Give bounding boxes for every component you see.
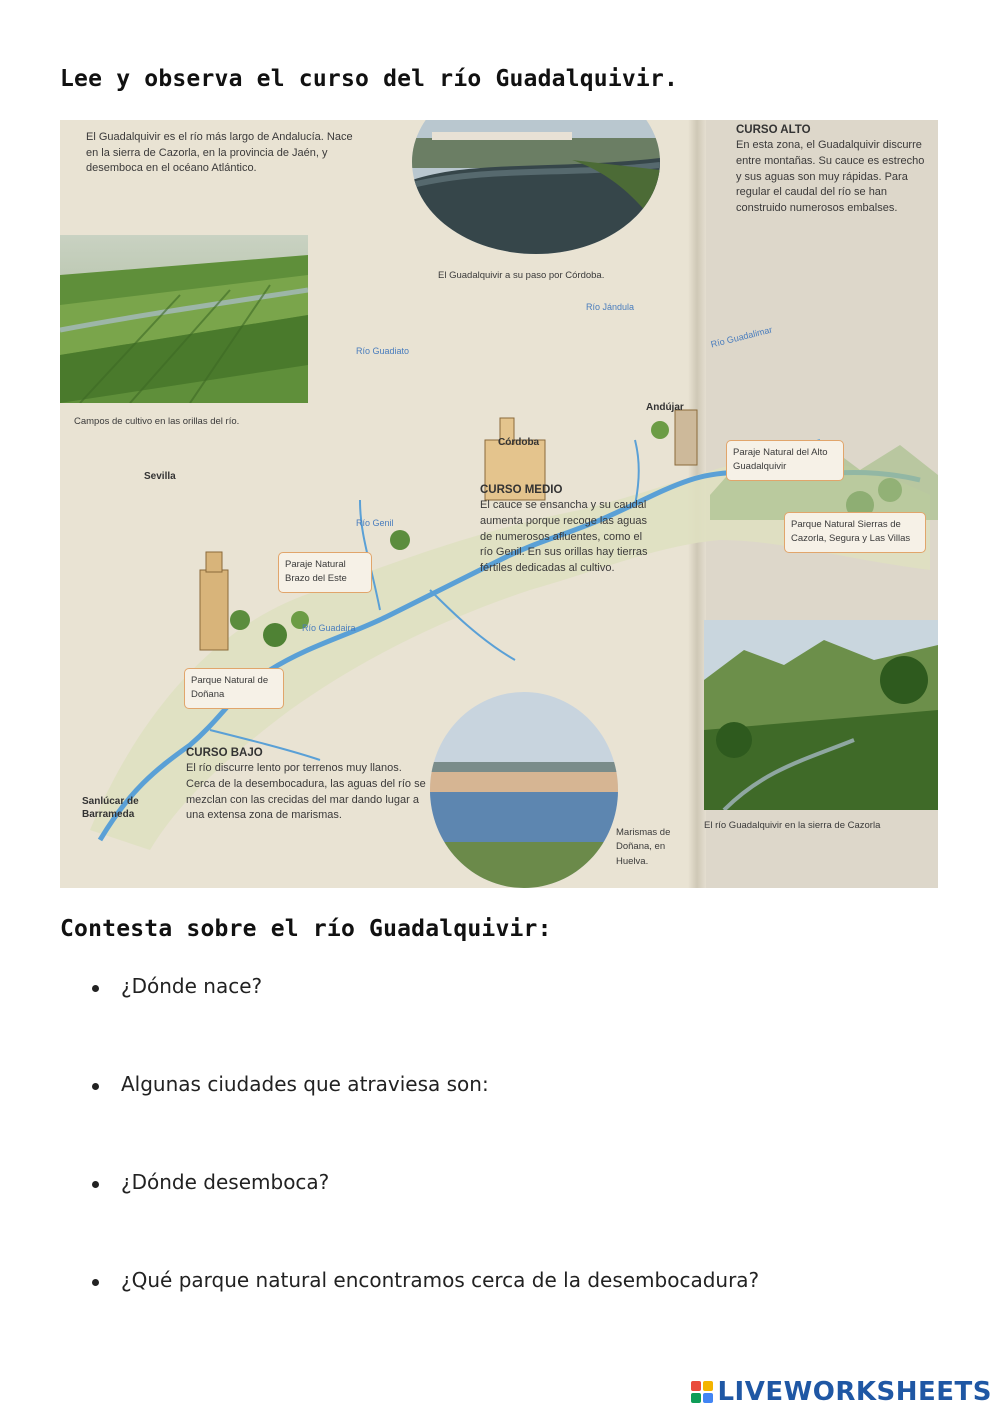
curso-bajo-block bbox=[186, 745, 426, 824]
page-title: Lee y observa el curso del río Guadalquivir. bbox=[60, 66, 679, 92]
callout-brazo-este: Paraje Natural Brazo del Este bbox=[278, 552, 372, 593]
curso-medio-text: El cauce se ensancha y su caudal aumenta porque recoge las aguas de numerosos afluentes, como el río Genil. En sus orillas hay tierras fértiles dedicadas al cultivo. bbox=[480, 499, 648, 574]
curso-alto-block bbox=[736, 122, 926, 216]
label-rio-jandula: Río Jándula bbox=[586, 302, 635, 312]
label-rio-guadalimar: Río Guadalimar bbox=[709, 324, 774, 350]
callout-alto-guadalquivir: Paraje Natural del Alto Guadalquivir bbox=[726, 440, 844, 481]
callout-donana: Parque Natural de Doñana bbox=[184, 668, 284, 709]
curso-bajo-text: El río discurre lento por terrenos muy llanos. Cerca de la desembocadura, las aguas del río se mezclan con las crecidas del mar dando lugar a una extensa zona de marismas. bbox=[186, 762, 426, 822]
liveworksheets-logo bbox=[691, 1376, 992, 1408]
cazorla-photo bbox=[704, 620, 938, 810]
brand-mark-icon bbox=[691, 1381, 713, 1403]
curso-alto-text: En esta zona, el Guadalquivir discurre entre montañas. Su cauce es estrecho y sus aguas son muy rápidas. Para regular el caudal del río se han construido numerosos embalses. bbox=[736, 139, 925, 214]
label-rio-guadaira: Río Guadaira bbox=[302, 623, 356, 633]
question-list bbox=[92, 974, 759, 1366]
city-cordoba: Córdoba bbox=[498, 437, 540, 448]
caption-marshes: Marismas de Doñana, en Huelva. bbox=[616, 827, 671, 867]
question-item: Algunas ciudades que atraviesa son: bbox=[92, 1072, 759, 1170]
marshes-photo bbox=[430, 692, 618, 888]
curso-medio-block bbox=[480, 482, 650, 576]
curso-bajo-title: CURSO BAJO bbox=[186, 747, 263, 759]
label-rio-genil: Río Genil bbox=[356, 518, 394, 528]
curso-alto-title: CURSO ALTO bbox=[736, 124, 811, 136]
question-item: ¿Dónde nace? bbox=[92, 974, 759, 1072]
city-sanlucar: Sanlúcar de Barrameda bbox=[82, 796, 139, 820]
caption-cordoba: El Guadalquivir a su paso por Córdoba. bbox=[438, 270, 605, 281]
questions-title: Contesta sobre el río Guadalquivir: bbox=[60, 916, 552, 942]
question-item: ¿Qué parque natural encontramos cerca de la desembocadura? bbox=[92, 1268, 759, 1366]
curso-medio-title: CURSO MEDIO bbox=[480, 484, 563, 496]
city-andujar: Andújar bbox=[646, 402, 684, 413]
caption-cazorla: El río Guadalquivir en la sierra de Cazorla bbox=[704, 820, 881, 831]
city-sevilla: Sevilla bbox=[144, 471, 176, 482]
question-item: ¿Dónde desemboca? bbox=[92, 1170, 759, 1268]
label-rio-guadiato: Río Guadiato bbox=[356, 346, 410, 356]
intro-text: El Guadalquivir es el río más largo de Andalucía. Nace en la sierra de Cazorla, en la provincia de Jaén, y desemboca en el océano Atlántico. bbox=[86, 131, 353, 175]
brand-name: LIVEWORKSHEETS bbox=[717, 1377, 992, 1407]
caption-fields: Campos de cultivo en las orillas del río. bbox=[74, 416, 240, 427]
callout-cazorla: Parque Natural Sierras de Cazorla, Segura y Las Villas bbox=[784, 512, 926, 553]
textbook-scan bbox=[60, 120, 938, 888]
